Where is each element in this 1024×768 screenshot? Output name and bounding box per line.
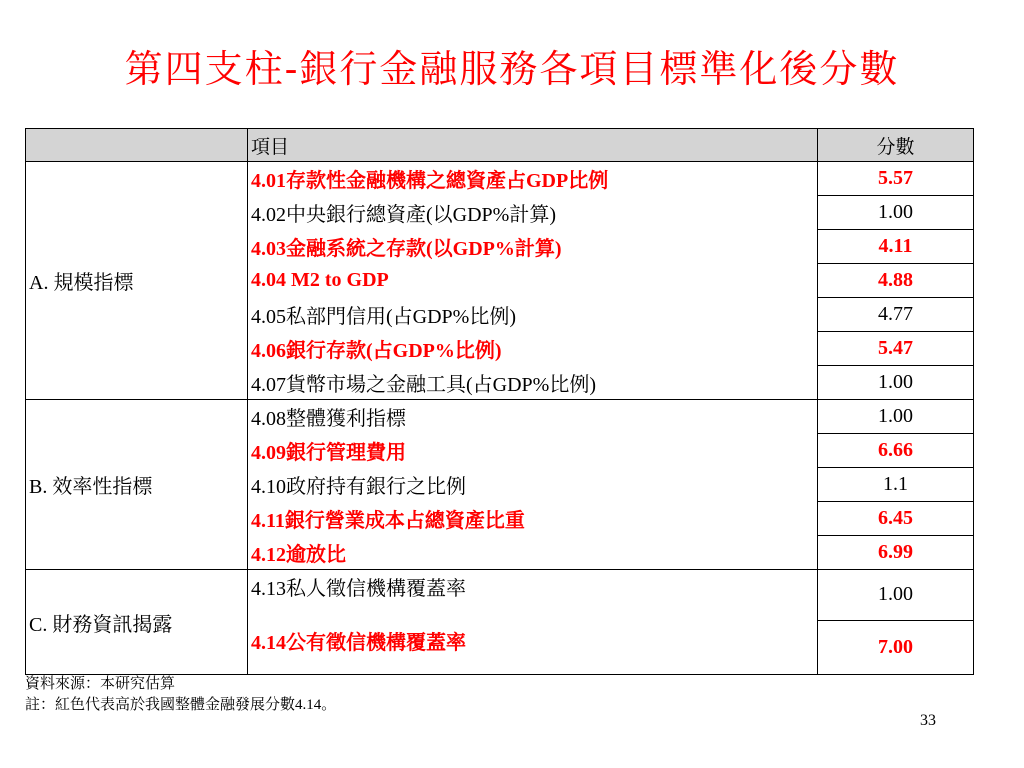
- color-note: 註：紅色代表高於我國整體金融發展分數4.14。: [25, 697, 337, 713]
- score-cell: 1.00: [818, 400, 974, 434]
- item-cell: 4.12逾放比: [248, 536, 818, 570]
- item-cell: 4.01存款性金融機構之總資產占GDP比例: [248, 162, 818, 196]
- score-cell: 1.1: [818, 468, 974, 502]
- score-cell: 6.45: [818, 502, 974, 536]
- score-cell: 1.00: [818, 196, 974, 230]
- score-cell: 4.11: [818, 230, 974, 264]
- score-cell: 1.00: [818, 570, 974, 621]
- score-cell: 4.88: [818, 264, 974, 298]
- score-cell: 6.66: [818, 434, 974, 468]
- item-cell: 4.10政府持有銀行之比例: [248, 468, 818, 502]
- item-cell: 4.03金融系統之存款(以GDP%計算): [248, 230, 818, 264]
- header-item: 項目: [248, 129, 818, 162]
- item-cell: 4.08整體獲利指標: [248, 400, 818, 434]
- category-a: A. 規模指標: [26, 162, 248, 400]
- table-row: [26, 162, 974, 196]
- item-cell: 4.13私人徵信機構覆蓋率: [248, 570, 818, 621]
- score-cell: 5.47: [818, 332, 974, 366]
- item-cell: 4.11銀行營業成本占總資產比重: [248, 502, 818, 536]
- item-cell: 4.05私部門信用(占GDP%比例): [248, 298, 818, 332]
- item-cell: 4.07貨幣市場之金融工具(占GDP%比例): [248, 366, 818, 400]
- header-score: 分數: [818, 129, 974, 162]
- header-category: [26, 129, 248, 162]
- item-cell: 4.14公有徵信機構覆蓋率: [248, 620, 818, 675]
- scores-table: [25, 128, 974, 675]
- item-cell: 4.09銀行管理費用: [248, 434, 818, 468]
- category-b: B. 效率性指標: [26, 400, 248, 570]
- category-c: C. 財務資訊揭露: [26, 570, 248, 675]
- score-cell: 1.00: [818, 366, 974, 400]
- source-note: 資料來源：本研究估算: [25, 676, 176, 692]
- item-cell: 4.02中央銀行總資產(以GDP%計算): [248, 196, 818, 230]
- footnotes: [25, 674, 336, 716]
- table-row: [26, 400, 974, 434]
- score-cell: 7.00: [818, 620, 974, 675]
- page-number: 33: [920, 712, 936, 729]
- item-cell: 4.04 M2 to GDP: [248, 264, 818, 298]
- table-header-row: [26, 129, 974, 162]
- page-title: 第四支柱-銀行金融服務各項目標準化後分數: [124, 47, 900, 91]
- item-cell: 4.06銀行存款(占GDP%比例): [248, 332, 818, 366]
- table-row: [26, 570, 974, 621]
- score-cell: 4.77: [818, 298, 974, 332]
- score-cell: 5.57: [818, 162, 974, 196]
- score-cell: 6.99: [818, 536, 974, 570]
